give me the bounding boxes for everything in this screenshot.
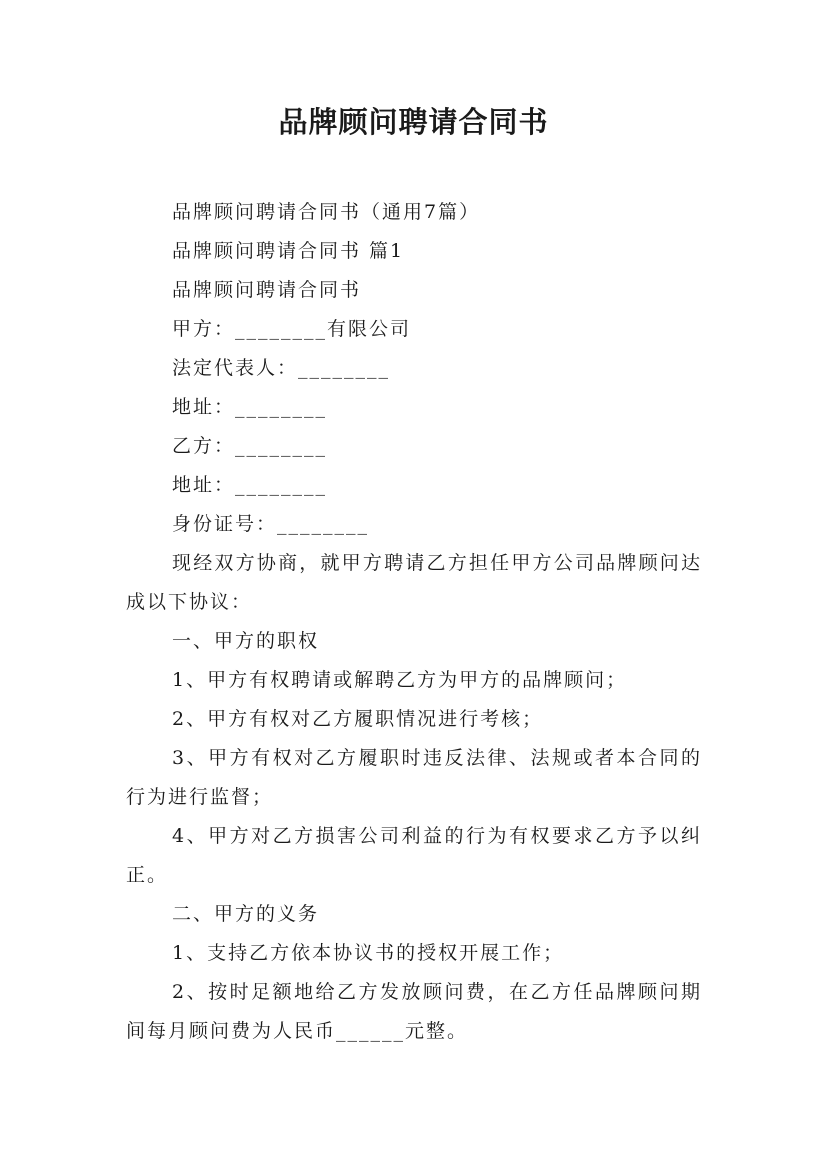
paragraph-clause-heading-1: 一、甲方的职权	[172, 630, 320, 652]
paragraph-subtitle: 品牌顾问聘请合同书（通用7篇）	[172, 201, 481, 223]
paragraph-clause-1-1: 1、甲方有权聘请或解聘乙方为甲方的品牌顾问；	[172, 669, 628, 691]
paragraph-agreement-intro: 现经双方协商，就甲方聘请乙方担任甲方公司品牌顾问达成以下协议：	[126, 552, 702, 613]
paragraph-clause-1-4: 4、甲方对乙方损害公司利益的行为有权要求乙方予以纠正。	[126, 825, 702, 886]
paragraph-party-b-address: 地址：________	[172, 474, 328, 496]
document-title: 品牌顾问聘请合同书	[278, 105, 549, 139]
paragraph-party-a: 甲方：________有限公司	[172, 318, 412, 340]
paragraph-clause-2-1: 1、支持乙方依本协议书的授权开展工作；	[172, 942, 565, 964]
paragraph-clause-1-2: 2、甲方有权对乙方履职情况进行考核；	[172, 708, 544, 730]
paragraph-legal-representative: 法定代表人：________	[172, 357, 391, 379]
paragraph-section-heading: 品牌顾问聘请合同书 篇1	[172, 240, 405, 262]
paragraph-contract-name: 品牌顾问聘请合同书	[172, 279, 362, 301]
paragraph-party-a-address: 地址：________	[172, 396, 328, 418]
paragraph-clause-2-2: 2、按时足额地给乙方发放顾问费，在乙方任品牌顾问期间每月顾问费为人民币______元整。	[126, 981, 702, 1042]
paragraph-id-number: 身份证号：________	[172, 513, 370, 535]
document-body	[126, 193, 702, 1051]
paragraph-party-b: 乙方：________	[172, 435, 328, 457]
paragraph-clause-heading-2: 二、甲方的义务	[172, 903, 320, 925]
paragraph-clause-1-3: 3、甲方有权对乙方履职时违反法律、法规或者本合同的行为进行监督；	[126, 747, 702, 808]
